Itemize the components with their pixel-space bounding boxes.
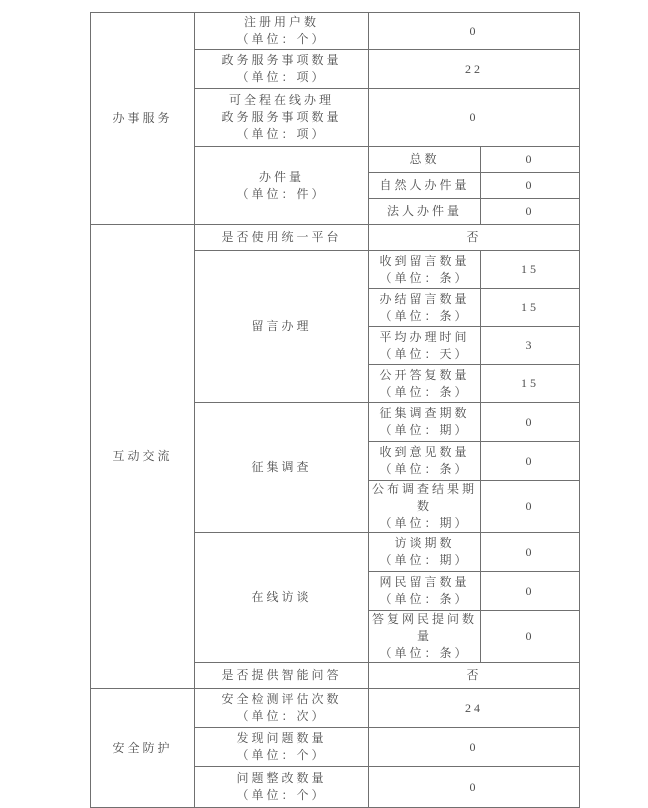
label-line: （单位：个） bbox=[236, 788, 327, 802]
label-line: 问题整改数量 bbox=[236, 771, 327, 785]
value-cell: 0 bbox=[481, 173, 580, 199]
sub-label-cell: 总数 bbox=[369, 147, 481, 173]
label-line: 收到意见数量 bbox=[379, 445, 470, 459]
statistics-table bbox=[90, 12, 580, 808]
label-line: 是否提供智能问答 bbox=[221, 668, 342, 682]
value-cell: 0 bbox=[481, 442, 580, 481]
label-line: 平均办理时间 bbox=[379, 329, 470, 344]
item-label-cell bbox=[195, 225, 369, 251]
label-line: （单位：个） bbox=[236, 748, 327, 762]
label-line: （单位：项） bbox=[236, 127, 327, 141]
label-line: （单位：件） bbox=[236, 186, 327, 201]
category-label: 办事服务 bbox=[112, 111, 173, 125]
item-label-cell bbox=[195, 50, 369, 89]
value-cell: 0 bbox=[481, 611, 580, 663]
label-line: 安全检测评估次数 bbox=[221, 692, 342, 706]
sub-label-cell bbox=[369, 533, 481, 572]
value-cell: 0 bbox=[369, 767, 580, 808]
value-cell: 0 bbox=[481, 147, 580, 173]
label-line: 发现问题数量 bbox=[236, 731, 327, 745]
label-line: 在线访谈 bbox=[251, 590, 312, 604]
value-cell: 3 bbox=[481, 327, 580, 365]
item-label-cell bbox=[195, 728, 369, 767]
label-line: 收到留言数量 bbox=[379, 253, 470, 268]
category-label: 安全防护 bbox=[112, 740, 173, 755]
label-line: （单位：条） bbox=[379, 308, 470, 323]
value-cell: 0 bbox=[481, 533, 580, 572]
label-line: （单位：期） bbox=[379, 516, 470, 530]
item-label-cell bbox=[195, 533, 369, 663]
value-cell: 22 bbox=[369, 50, 580, 89]
label-line: （单位：条） bbox=[379, 646, 470, 660]
value-cell: 否 bbox=[369, 225, 580, 251]
label-line: （单位：条） bbox=[379, 270, 470, 285]
label-line: 办件量 bbox=[258, 169, 304, 184]
value-cell: 0 bbox=[369, 89, 580, 147]
item-label-cell bbox=[195, 689, 369, 728]
value-cell: 0 bbox=[481, 572, 580, 611]
value-cell: 15 bbox=[481, 289, 580, 327]
value-cell: 0 bbox=[369, 728, 580, 767]
sub-label-cell bbox=[369, 572, 481, 611]
label-line: 可全程在线办理 bbox=[228, 93, 334, 107]
category-label: 互动交流 bbox=[112, 449, 173, 463]
table-row bbox=[91, 225, 580, 251]
category-cell-security bbox=[91, 689, 195, 808]
sub-label-cell: 自然人办件量 bbox=[369, 173, 481, 199]
label-line: （单位：天） bbox=[379, 346, 470, 361]
sub-label-cell bbox=[369, 611, 481, 663]
sub-label-cell bbox=[369, 365, 481, 403]
label-line: （单位：条） bbox=[379, 592, 470, 606]
label-line: 公布调查结果期数 bbox=[371, 482, 477, 513]
item-label-cell bbox=[195, 13, 369, 50]
table-row bbox=[91, 689, 580, 728]
item-label-cell bbox=[195, 767, 369, 808]
sub-label-cell bbox=[369, 403, 481, 442]
item-label-cell bbox=[195, 663, 369, 689]
sub-label-cell: 法人办件量 bbox=[369, 199, 481, 225]
item-label-cell bbox=[195, 403, 369, 533]
category-cell-service bbox=[91, 13, 195, 225]
table-row bbox=[91, 13, 580, 50]
label-line: 是否使用统一平台 bbox=[221, 230, 342, 244]
sub-label-cell bbox=[369, 442, 481, 481]
label-line: 网民留言数量 bbox=[379, 575, 470, 589]
value-cell: 15 bbox=[481, 365, 580, 403]
label-line: 答复网民提问数量 bbox=[371, 612, 477, 643]
label-line: （单位：个） bbox=[236, 32, 327, 46]
label-line: （单位：条） bbox=[379, 462, 470, 476]
label-line: （单位：期） bbox=[379, 423, 470, 437]
sub-label-cell bbox=[369, 327, 481, 365]
value-cell: 0 bbox=[481, 199, 580, 225]
label-line: 办结留言数量 bbox=[379, 291, 470, 306]
sub-label-cell bbox=[369, 251, 481, 289]
label-line: （单位：条） bbox=[379, 384, 470, 399]
label-line: 征集调查期数 bbox=[379, 406, 470, 420]
value-cell: 0 bbox=[369, 13, 580, 50]
item-label-cell bbox=[195, 147, 369, 225]
sub-label-cell bbox=[369, 289, 481, 327]
label-line: 注册用户数 bbox=[243, 15, 319, 29]
label-line: 政务服务事项数量 bbox=[221, 53, 342, 67]
value-cell: 否 bbox=[369, 663, 580, 689]
label-line: （单位：项） bbox=[236, 70, 327, 84]
label-line: 访谈期数 bbox=[394, 536, 455, 550]
label-line: （单位：期） bbox=[379, 553, 470, 567]
category-cell-interaction bbox=[91, 225, 195, 689]
value-cell: 0 bbox=[481, 403, 580, 442]
label-line: 政务服务事项数量 bbox=[221, 110, 342, 124]
sub-label-cell bbox=[369, 481, 481, 533]
item-label-cell bbox=[195, 89, 369, 147]
value-cell: 0 bbox=[481, 481, 580, 533]
label-line: 征集调查 bbox=[251, 460, 312, 474]
label-line: （单位：次） bbox=[236, 709, 327, 723]
value-cell: 15 bbox=[481, 251, 580, 289]
item-label-cell bbox=[195, 251, 369, 403]
label-line: 留言办理 bbox=[251, 319, 312, 333]
value-cell: 24 bbox=[369, 689, 580, 728]
label-line: 公开答复数量 bbox=[379, 367, 470, 382]
